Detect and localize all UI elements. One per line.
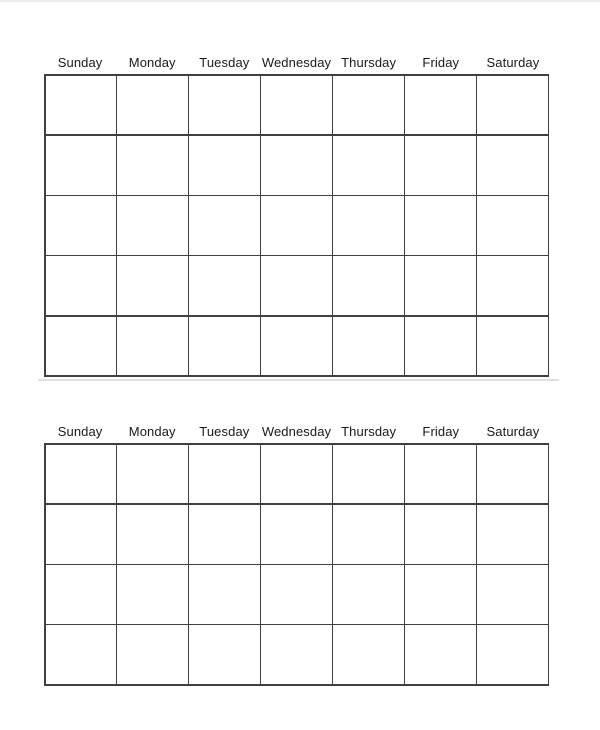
calendar-day-cell: [117, 565, 187, 624]
calendar-day-cell: [117, 256, 187, 315]
calendar-day-cell: [117, 445, 187, 504]
day-header-monday: Monday: [128, 55, 176, 70]
calendar-day-cell: [117, 625, 187, 684]
day-header-monday: Monday: [128, 424, 176, 439]
calendar-day-cell: [405, 445, 475, 504]
calendar-day-cell: [46, 505, 116, 564]
calendar-day-cell: [333, 505, 403, 564]
calendar-day-cell: [189, 565, 259, 624]
calendar-day-cell: [477, 136, 547, 195]
day-header-wednesday: Wednesday: [261, 424, 332, 439]
calendar-day-cell: [477, 505, 547, 564]
calendar-day-cell: [333, 625, 403, 684]
calendar-day-cell: [189, 136, 259, 195]
page-top-edge: [0, 0, 600, 2]
day-header-saturday: Saturday: [486, 55, 540, 70]
calendar-day-cell: [46, 625, 116, 684]
calendar-day-cell: [261, 196, 331, 255]
calendar-day-cell: [189, 76, 259, 135]
calendar-day-cell: [405, 76, 475, 135]
calendar-day-cell: [405, 317, 475, 376]
calendar-day-cell: [46, 565, 116, 624]
top-calendar: [44, 55, 549, 377]
day-header-thursday: Thursday: [341, 424, 397, 439]
calendar-day-cell: [477, 625, 547, 684]
calendar-day-cell: [477, 565, 547, 624]
calendar-day-cell: [477, 445, 547, 504]
calendar-day-cell: [333, 196, 403, 255]
calendar-day-cell: [46, 445, 116, 504]
calendar-day-cell: [46, 317, 116, 376]
calendar-day-cell: [261, 76, 331, 135]
day-header-sunday: Sunday: [57, 55, 103, 70]
calendar-day-cell: [117, 76, 187, 135]
top-calendar-grid: [44, 74, 549, 377]
day-header-friday: Friday: [422, 424, 460, 439]
calendar-day-cell: [117, 317, 187, 376]
day-header-wednesday: Wednesday: [261, 55, 332, 70]
calendar-day-cell: [405, 256, 475, 315]
calendar-day-cell: [261, 445, 331, 504]
calendar-day-cell: [333, 256, 403, 315]
calendar-day-cell: [261, 505, 331, 564]
calendar-day-cell: [46, 136, 116, 195]
calendar-day-cell: [405, 625, 475, 684]
calendar-day-cell: [333, 317, 403, 376]
calendar-day-cell: [46, 76, 116, 135]
day-header-friday: Friday: [422, 55, 460, 70]
bottom-calendar-grid: [44, 443, 549, 686]
calendar-day-cell: [117, 136, 187, 195]
calendar-day-cell: [189, 256, 259, 315]
calendar-day-cell: [189, 196, 259, 255]
calendar-day-cell: [333, 565, 403, 624]
calendar-day-cell: [189, 505, 259, 564]
calendar-day-cell: [261, 256, 331, 315]
calendar-day-cell: [405, 505, 475, 564]
calendar-day-cell: [46, 196, 116, 255]
calendar-day-cell: [261, 317, 331, 376]
day-header-tuesday: Tuesday: [199, 55, 250, 70]
calendar-day-cell: [189, 445, 259, 504]
day-header-sunday: Sunday: [57, 424, 103, 439]
day-header-thursday: Thursday: [341, 55, 397, 70]
bottom-calendar: [44, 424, 549, 686]
calendar-day-cell: [405, 196, 475, 255]
calendar-day-cell: [405, 565, 475, 624]
calendar-day-cell: [477, 256, 547, 315]
calendar-day-cell: [117, 196, 187, 255]
day-header-saturday: Saturday: [486, 424, 540, 439]
calendar-day-cell: [477, 76, 547, 135]
page-separator-line: [38, 379, 559, 381]
calendar-day-cell: [333, 136, 403, 195]
day-header-tuesday: Tuesday: [199, 424, 250, 439]
calendar-day-cell: [333, 445, 403, 504]
bottom-calendar-day-header-row: [44, 424, 549, 440]
calendar-day-cell: [261, 625, 331, 684]
calendar-day-cell: [333, 76, 403, 135]
top-calendar-day-header-row: [44, 55, 549, 71]
calendar-day-cell: [261, 565, 331, 624]
calendar-day-cell: [477, 196, 547, 255]
calendar-day-cell: [46, 256, 116, 315]
calendar-day-cell: [405, 136, 475, 195]
calendar-day-cell: [189, 317, 259, 376]
calendar-day-cell: [189, 625, 259, 684]
calendar-day-cell: [117, 505, 187, 564]
calendar-day-cell: [477, 317, 547, 376]
calendar-day-cell: [261, 136, 331, 195]
